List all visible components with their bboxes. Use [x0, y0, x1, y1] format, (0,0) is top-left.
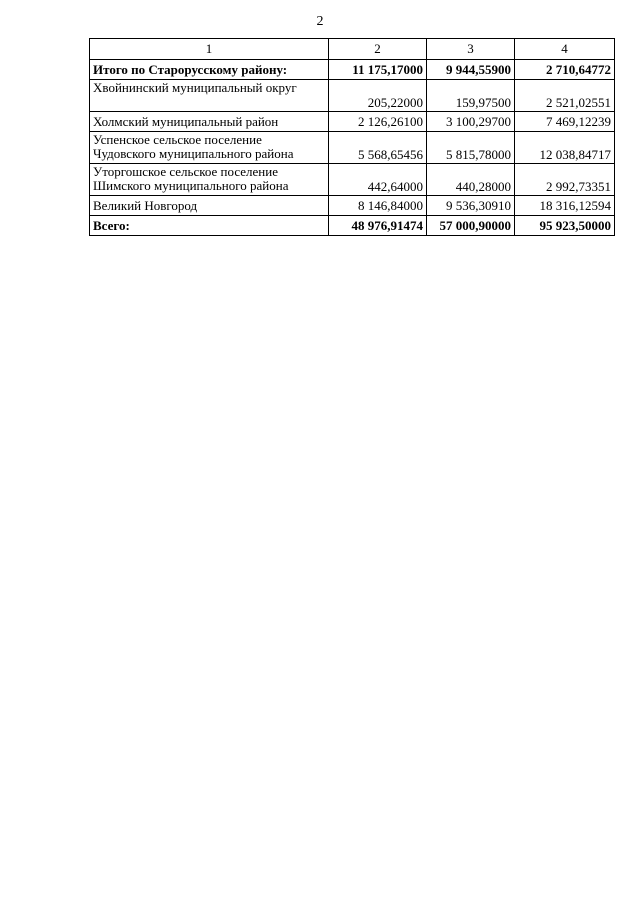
value-col-2: 48 976,91474	[329, 216, 427, 236]
value-col-4: 2 992,73351	[515, 164, 615, 196]
table-row	[90, 60, 615, 80]
table-row-total	[90, 216, 615, 236]
column-header: 3	[427, 39, 515, 60]
table-header-row	[90, 39, 615, 60]
column-header: 1	[90, 39, 329, 60]
value-col-3: 9 944,55900	[427, 60, 515, 80]
value-col-3: 3 100,29700	[427, 112, 515, 132]
value-col-3: 5 815,78000	[427, 132, 515, 164]
municipality-name: Великий Новгород	[90, 196, 329, 216]
page-number: 2	[316, 14, 324, 29]
value-col-4: 18 316,12594	[515, 196, 615, 216]
table-row	[90, 196, 615, 216]
table-row	[90, 132, 615, 164]
municipality-name: Всего:	[90, 216, 329, 236]
value-col-4: 2 710,64772	[515, 60, 615, 80]
municipality-name: Уторгошское сельское поселение Шимского муниципального района	[90, 164, 329, 196]
value-col-4: 12 038,84717	[515, 132, 615, 164]
budget-table	[89, 38, 615, 236]
table-row	[90, 112, 615, 132]
value-col-2: 2 126,26100	[329, 112, 427, 132]
value-col-4: 7 469,12239	[515, 112, 615, 132]
value-col-2: 205,22000	[329, 80, 427, 112]
value-col-3: 57 000,90000	[427, 216, 515, 236]
value-col-2: 8 146,84000	[329, 196, 427, 216]
municipality-name: Холмский муниципальный район	[90, 112, 329, 132]
municipality-name: Итого по Старорусскому району:	[90, 60, 329, 80]
value-col-3: 440,28000	[427, 164, 515, 196]
value-col-4: 95 923,50000	[515, 216, 615, 236]
value-col-3: 159,97500	[427, 80, 515, 112]
municipality-name: Успенское сельское поселение Чудовского муниципального района	[90, 132, 329, 164]
value-col-2: 5 568,65456	[329, 132, 427, 164]
table-row	[90, 80, 615, 112]
value-col-3: 9 536,30910	[427, 196, 515, 216]
value-col-2: 442,64000	[329, 164, 427, 196]
municipality-name: Хвойнинский муниципальный округ	[90, 80, 329, 112]
table-row	[90, 164, 615, 196]
column-header: 2	[329, 39, 427, 60]
value-col-4: 2 521,02551	[515, 80, 615, 112]
column-header: 4	[515, 39, 615, 60]
value-col-2: 11 175,17000	[329, 60, 427, 80]
